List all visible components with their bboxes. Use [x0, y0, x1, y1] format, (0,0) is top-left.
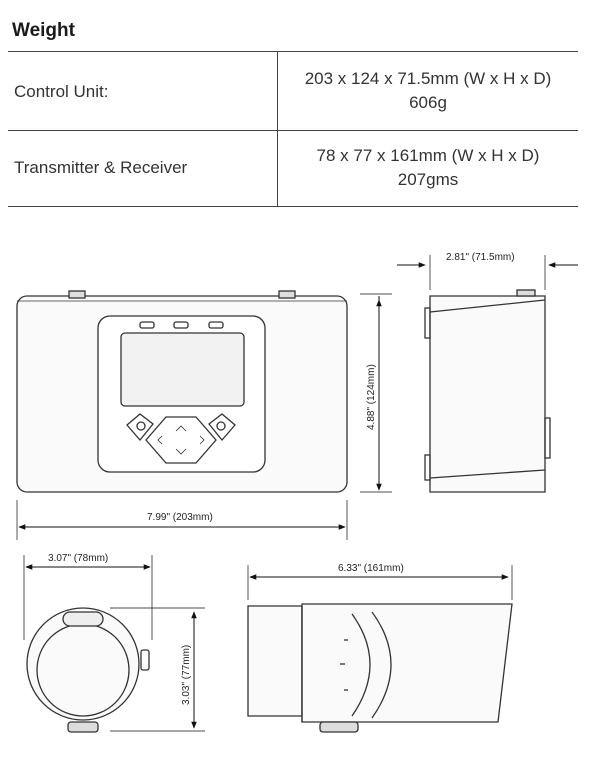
row-value-transmitter-dimensions: 78 x 77 x 161mm (W x H x D): [316, 146, 540, 165]
dim-control-unit-height: 4.88" (124mm): [366, 364, 377, 430]
dim-control-unit-width: 7.99" (203mm): [147, 512, 213, 523]
dim-transmitter-width: 3.07" (78mm): [48, 553, 109, 564]
row-label-control-unit: Control Unit:: [14, 82, 109, 101]
section-title: Weight: [12, 20, 75, 41]
transmitter-side-view: [248, 604, 512, 732]
control-unit-side-view: [425, 290, 550, 492]
dim-control-unit-depth: 2.81" (71.5mm): [446, 252, 515, 263]
row-value-control-unit-dimensions: 203 x 124 x 71.5mm (W x H x D): [304, 69, 552, 88]
transmitter-front-view: [27, 608, 149, 732]
dim-transmitter-depth: 6.33" (161mm): [338, 563, 404, 574]
control-unit-front-view: [17, 291, 347, 492]
row-label-transmitter-receiver: Transmitter & Receiver: [14, 158, 188, 177]
dim-transmitter-height: 3.03" (77mm): [181, 644, 192, 705]
row-value-transmitter-weight: 207gms: [397, 170, 459, 189]
row-value-control-unit-weight: 606g: [409, 93, 447, 112]
